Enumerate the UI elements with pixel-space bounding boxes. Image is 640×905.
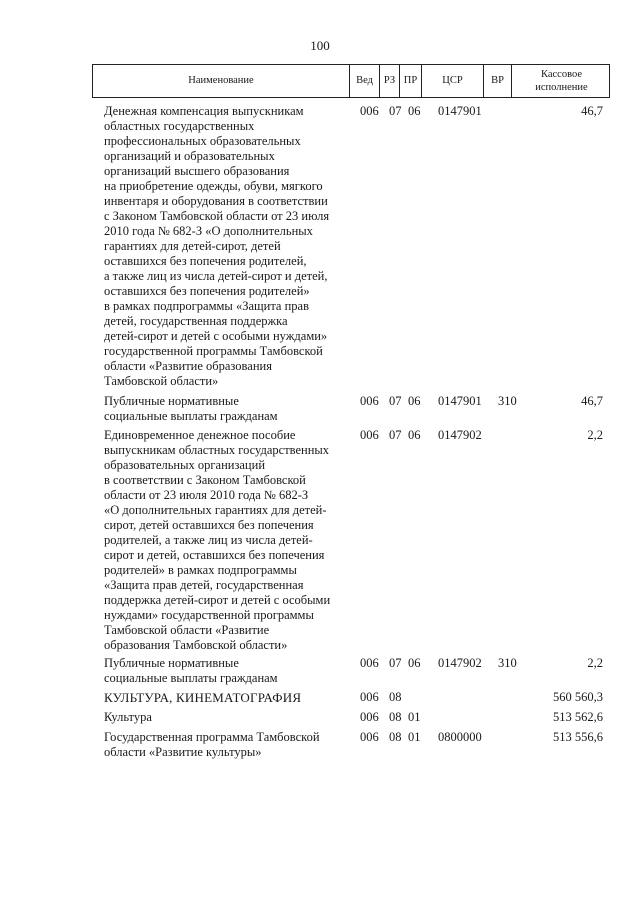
row-name-line: Денежная компенсация выпускникам (104, 104, 304, 118)
row-rz: 08 (389, 710, 402, 724)
header-amount-line1: Кассовое (540, 68, 583, 80)
row-name-line: 2010 года № 682-З «О дополнительных (104, 224, 313, 238)
row-name-line: с Законом Тамбовской области от 23 июля (104, 209, 330, 223)
row-name-line: в рамках подпрограммы «Защита прав (104, 299, 309, 313)
row-name-line: детей, государственная поддержка (104, 314, 288, 328)
row-name (104, 690, 354, 705)
row-name-line: образовательных организаций (104, 458, 266, 472)
row-rz: 08 (389, 690, 402, 704)
row-csr: 0147901 (438, 104, 482, 118)
row-ved: 006 (360, 104, 379, 118)
row-csr: 0147901 (438, 394, 482, 408)
row-rz: 07 (389, 104, 402, 118)
row-name (104, 394, 354, 424)
row-name-line: Тамбовской области «Развитие (104, 623, 270, 637)
row-ved: 006 (360, 394, 379, 408)
row-name-line: а также лиц из числа детей-сирот и детей, (104, 269, 328, 283)
row-pr: 06 (408, 394, 421, 408)
row-amount: 2,2 (587, 656, 603, 670)
table-header (92, 64, 610, 98)
row-name-line: профессиональных образовательных (104, 134, 301, 148)
row-amount: 2,2 (587, 428, 603, 442)
row-name-line: оставшихся без попечения родителей, (104, 254, 307, 268)
row-vr: 310 (498, 394, 517, 408)
row-csr: 0800000 (438, 730, 482, 744)
header-amount (511, 65, 611, 97)
row-pr: 06 (408, 428, 421, 442)
header-csr: ЦСР (421, 65, 483, 97)
header-rz: РЗ (379, 65, 399, 97)
row-name-line: Публичные нормативные (104, 656, 239, 670)
row-name-line: детей-сирот и детей с особыми нуждами» (104, 329, 328, 343)
row-name-line: гарантиях для детей-сирот, детей (104, 239, 281, 253)
row-name-line: организаций и образовательных (104, 149, 275, 163)
row-name-line: области от 23 июля 2010 года № 682-З (104, 488, 309, 502)
row-name-line: «Защита прав детей, государственная (104, 578, 304, 592)
row-name-line: поддержка детей-сирот и детей с особыми (104, 593, 331, 607)
row-name-line: Публичные нормативные (104, 394, 239, 408)
row-rz: 08 (389, 730, 402, 744)
row-name-line: социальные выплаты гражданам (104, 671, 278, 685)
row-name-line: родителей, а также лиц из числа детей- (104, 533, 313, 547)
row-name-line: Тамбовской области» (104, 374, 219, 388)
row-name-line: КУЛЬТУРА, КИНЕМАТОГРАФИЯ (104, 690, 302, 705)
row-vr: 310 (498, 656, 517, 670)
row-csr: 0147902 (438, 428, 482, 442)
row-ved: 006 (360, 428, 379, 442)
row-name-line: в соответствии с Законом Тамбовской (104, 473, 306, 487)
row-amount: 560 560,3 (553, 690, 603, 704)
row-name-line: образования Тамбовской области» (104, 638, 288, 652)
row-name-line: нуждами» государственной программы (104, 608, 314, 622)
row-ved: 006 (360, 690, 379, 704)
header-ved: Вед (349, 65, 379, 97)
row-name-line: оставшихся без попечения родителей» (104, 284, 310, 298)
row-name-line: области «Развитие культуры» (104, 745, 262, 759)
row-name (104, 730, 354, 760)
page-number: 100 (310, 38, 330, 53)
row-ved: 006 (360, 710, 379, 724)
row-name-line: государственной программы Тамбовской (104, 344, 323, 358)
row-name-line: области «Развитие образования (104, 359, 272, 373)
row-name (104, 656, 354, 686)
row-rz: 07 (389, 428, 402, 442)
row-name-line: Единовременное денежное пособие (104, 428, 296, 442)
row-name-line: родителей» в рамках подпрограммы (104, 563, 297, 577)
row-pr: 06 (408, 104, 421, 118)
row-name-line: Культура (104, 710, 152, 724)
row-name-line: на приобретение одежды, обуви, мягкого (104, 179, 323, 193)
row-name-line: выпускникам областных государственных (104, 443, 330, 457)
header-vr: ВР (483, 65, 511, 97)
row-csr: 0147902 (438, 656, 482, 670)
row-name-line: сирот, детей оставшихся без попечения (104, 518, 314, 532)
header-name: Наименование (188, 75, 254, 87)
row-name (104, 104, 354, 389)
row-name-line: инвентаря и оборудования в соответствии (104, 194, 328, 208)
row-name-line: социальные выплаты гражданам (104, 409, 278, 423)
row-ved: 006 (360, 656, 379, 670)
row-rz: 07 (389, 394, 402, 408)
row-pr: 01 (408, 710, 421, 724)
row-name-line: сирот и детей, оставшихся без попечения (104, 548, 325, 562)
row-name-line: организаций высшего образования (104, 164, 290, 178)
row-amount: 46,7 (581, 104, 603, 118)
row-rz: 07 (389, 656, 402, 670)
row-amount: 46,7 (581, 394, 603, 408)
row-amount: 513 556,6 (553, 730, 603, 744)
row-name-line: «О дополнительных гарантиях для детей- (104, 503, 327, 517)
row-name (104, 428, 354, 653)
row-ved: 006 (360, 730, 379, 744)
row-pr: 01 (408, 730, 421, 744)
row-name-line: Государственная программа Тамбовской (104, 730, 320, 744)
row-pr: 06 (408, 656, 421, 670)
row-amount: 513 562,6 (553, 710, 603, 724)
row-name-line: областных государственных (104, 119, 255, 133)
header-pr: ПР (399, 65, 421, 97)
row-name (104, 710, 354, 725)
header-amount-line2: исполнение (535, 82, 588, 93)
